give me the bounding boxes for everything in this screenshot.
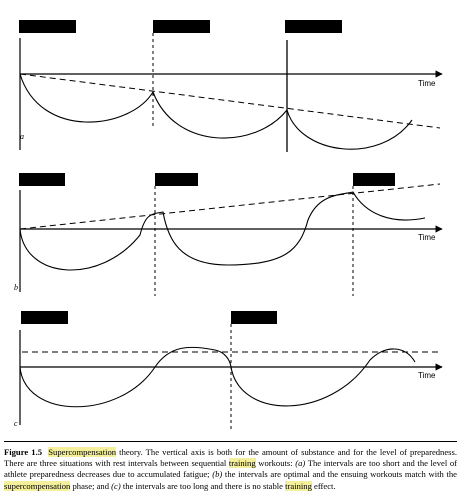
caption-text: phase; and: [70, 480, 112, 491]
caption-rule: [4, 441, 457, 442]
highlight-training: training: [228, 458, 256, 469]
workout-bar-7: [21, 311, 68, 324]
preparedness-curve-b: [20, 192, 425, 270]
workout-bar-1: [19, 20, 76, 33]
preparedness-curve-c: [20, 347, 415, 406]
caption-text: theory. The vertical axis is both for the amount of substance and for the level of preparedness. There are three situations with rest intervals between sequential: [4, 447, 457, 469]
preparedness-trend-b: [20, 184, 440, 229]
workout-bar-8: [231, 311, 277, 324]
highlight-training: training: [285, 480, 312, 491]
caption-label-c: (c): [111, 480, 121, 491]
panel-label-b: b: [14, 283, 18, 292]
highlight-supercompensation: Supercompensation: [48, 447, 117, 457]
preparedness-trend-a: [20, 74, 440, 128]
panel-label-a: a: [20, 132, 24, 141]
workout-bar-2: [153, 20, 210, 33]
workout-bar-3: [285, 20, 342, 33]
caption-text: workouts:: [255, 458, 296, 469]
figure-caption: [4, 447, 457, 492]
workout-bar-5: [155, 173, 198, 186]
time-label-c: Time: [418, 371, 436, 380]
time-label-a: Time: [418, 79, 436, 88]
caption-text: the intervals are too long and there is no stable: [120, 480, 286, 491]
panel-b: [14, 173, 442, 296]
caption-label-b: (b): [212, 469, 223, 480]
caption-text: effect.: [311, 480, 336, 491]
workout-bar-6: [353, 173, 395, 186]
panel-c: [14, 311, 442, 430]
workout-bar-4: [19, 173, 65, 186]
highlight-supercompensation: supercompensation: [4, 480, 71, 491]
caption-label-a: (a): [295, 458, 306, 469]
panel-a: [19, 20, 442, 152]
panel-label-c: c: [14, 419, 18, 428]
preparedness-curve-a: [20, 74, 412, 149]
caption-text: the intervals are optimal and the ensuing workouts match with the: [222, 469, 457, 480]
time-label-b: Time: [418, 233, 436, 242]
figure-label: Figure 1.5: [4, 447, 43, 457]
caption-text: The intervals are too short and the level of athlete preparedness decreases due to accumulated fatigue;: [4, 458, 458, 480]
